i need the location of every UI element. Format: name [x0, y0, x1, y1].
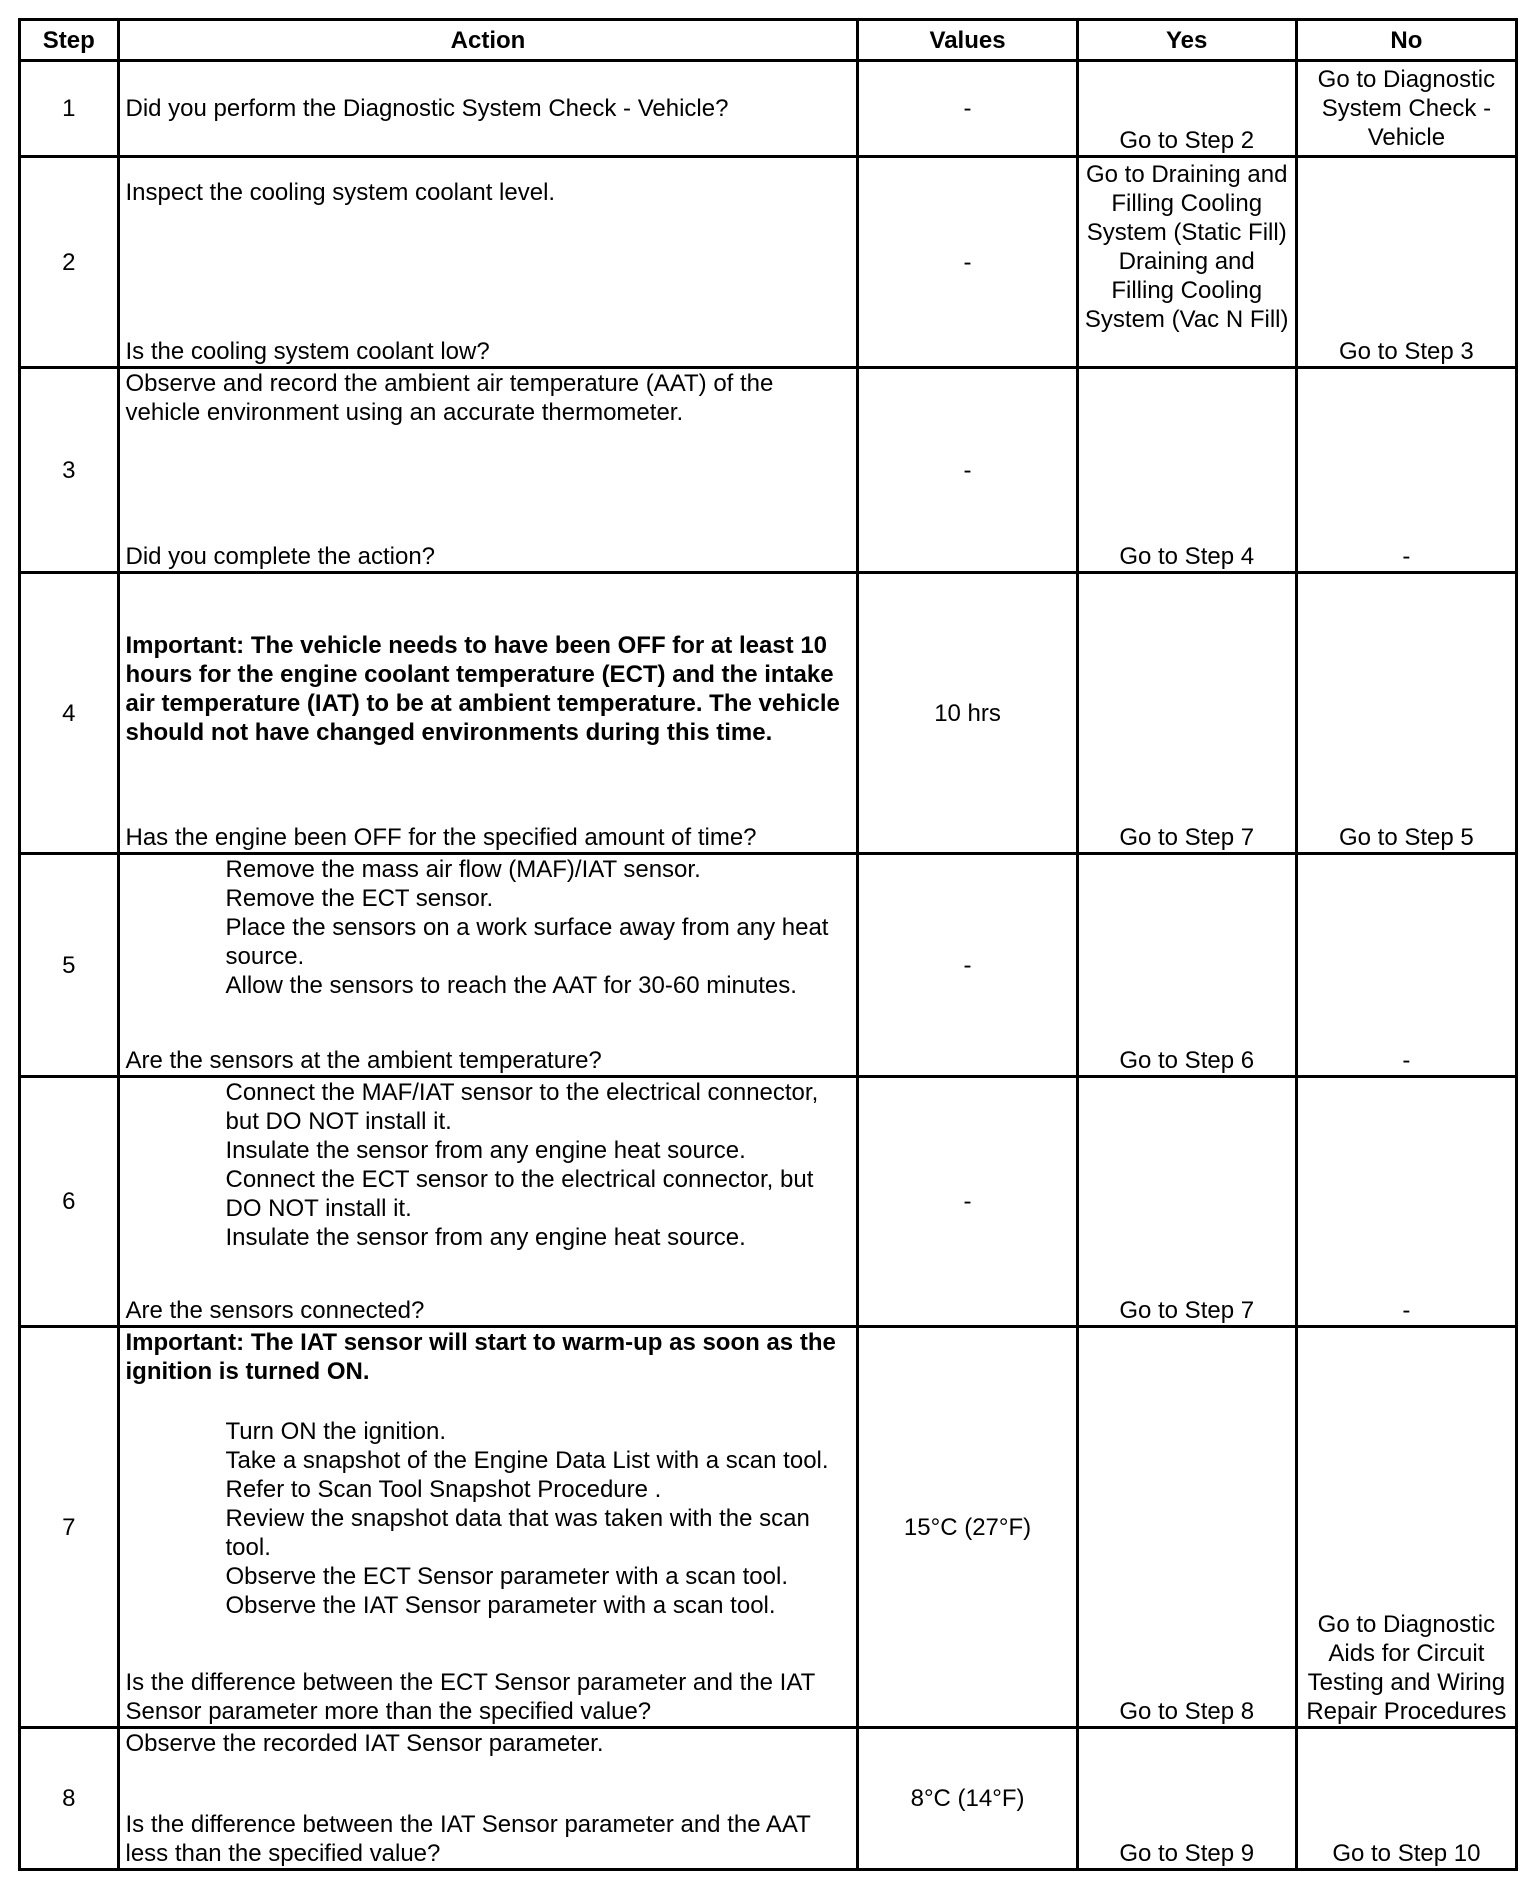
- step-number: 4: [21, 574, 117, 852]
- table-row: [21, 1078, 1515, 1325]
- action-intro: Inspect the cooling system coolant level.: [125, 179, 556, 206]
- value-cell: 10 hrs: [859, 574, 1075, 852]
- table-row: [21, 158, 1515, 366]
- action-list: [126, 1078, 851, 1252]
- no-cell: Go to Step 5: [1298, 574, 1515, 852]
- table-row: [21, 1729, 1515, 1868]
- step-number: 2: [21, 158, 117, 366]
- no-cell: -: [1298, 369, 1515, 571]
- no-cell: -: [1298, 1078, 1515, 1325]
- list-item: Observe the ECT Sensor parameter with a scan tool.: [225, 1563, 788, 1590]
- list-item: Connect the MAF/IAT sensor to the electrical connector, but DO NOT install it.: [225, 1079, 819, 1135]
- header-row: [21, 21, 1515, 59]
- action-intro: Observe the recorded IAT Sensor parameter.: [125, 1730, 604, 1757]
- no-cell: Go to Step 10: [1298, 1729, 1515, 1868]
- table-row: [21, 855, 1515, 1075]
- yes-cell: Go to Step 2: [1079, 62, 1295, 155]
- list-item: Observe the IAT Sensor parameter with a scan tool.: [225, 1592, 776, 1619]
- value-cell: -: [859, 1078, 1075, 1325]
- action-question: Did you complete the action?: [125, 543, 436, 570]
- action-question: Is the cooling system coolant low?: [125, 338, 490, 365]
- action-cell: [120, 574, 857, 852]
- yes-cell: Go to Draining and Filling Cooling System (Static Fill) Draining and Filling Cooling System (Vac N Fill): [1079, 158, 1295, 366]
- list-item: Place the sensors on a work surface away from any heat source.: [225, 914, 829, 970]
- yes-cell: Go to Step 7: [1079, 574, 1295, 852]
- value-cell: -: [859, 369, 1075, 571]
- action-cell: [120, 1078, 857, 1325]
- no-cell: -: [1298, 855, 1515, 1075]
- action-intro: Observe and record the ambient air temperature (AAT) of the vehicle environment using an accurate thermometer.: [125, 370, 774, 426]
- list-item: Allow the sensors to reach the AAT for 30-60 minutes.: [225, 972, 797, 999]
- no-cell: Go to Step 3: [1298, 158, 1515, 366]
- header-no: No: [1298, 21, 1515, 59]
- action-cell: [120, 855, 857, 1075]
- table-row: [21, 62, 1515, 155]
- value-cell: -: [859, 158, 1075, 366]
- value-cell: 8°C (14°F): [859, 1729, 1075, 1868]
- list-item: Take a snapshot of the Engine Data List with a scan tool. Refer to Scan Tool Snapshot Procedure .: [225, 1447, 829, 1503]
- action-cell: [120, 369, 857, 571]
- list-item: Review the snapshot data that was taken with the scan tool.: [225, 1505, 810, 1561]
- action-question: Is the difference between the ECT Sensor parameter and the IAT Sensor parameter more than the specified value?: [125, 1669, 815, 1725]
- list-item: Turn ON the ignition.: [225, 1418, 447, 1445]
- value-cell: -: [859, 62, 1075, 155]
- action-cell: [120, 62, 857, 155]
- step-number: 3: [21, 369, 117, 571]
- no-cell: Go to Diagnostic System Check - Vehicle: [1298, 62, 1515, 155]
- step-number: 8: [21, 1729, 117, 1868]
- no-cell: Go to Diagnostic Aids for Circuit Testing and Wiring Repair Procedures: [1298, 1328, 1515, 1726]
- action-question: Are the sensors connected?: [125, 1297, 425, 1324]
- table-row: [21, 574, 1515, 852]
- header-values: Values: [859, 21, 1075, 59]
- action-list: [126, 1386, 851, 1620]
- action-cell: [120, 1328, 857, 1726]
- important-note: Important: The IAT sensor will start to warm-up as soon as the ignition is turned ON.: [125, 1329, 836, 1385]
- list-item: Insulate the sensor from any engine heat source.: [225, 1137, 746, 1164]
- header-yes: Yes: [1079, 21, 1295, 59]
- yes-cell: Go to Step 6: [1079, 855, 1295, 1075]
- action-question: Has the engine been OFF for the specified amount of time?: [125, 824, 757, 851]
- diagnostic-table: [18, 18, 1518, 1871]
- action-question: Are the sensors at the ambient temperature?: [125, 1047, 602, 1074]
- step-number: 5: [21, 855, 117, 1075]
- action-question: Did you perform the Diagnostic System Check - Vehicle?: [125, 95, 729, 122]
- header-step: Step: [21, 21, 117, 59]
- table-row: [21, 1328, 1515, 1726]
- action-cell: [120, 158, 857, 366]
- list-item: Connect the ECT sensor to the electrical connector, but DO NOT install it.: [225, 1166, 814, 1222]
- list-item: Remove the mass air flow (MAF)/IAT sensor.: [225, 856, 701, 883]
- header-action: Action: [120, 21, 857, 59]
- step-number: 1: [21, 62, 117, 155]
- action-cell: [120, 1729, 857, 1868]
- table-row: [21, 369, 1515, 571]
- list-item: Remove the ECT sensor.: [225, 885, 494, 912]
- action-question: Is the difference between the IAT Sensor parameter and the AAT less than the specified value?: [125, 1811, 811, 1867]
- step-number: 7: [21, 1328, 117, 1726]
- list-item: Insulate the sensor from any engine heat source.: [225, 1224, 746, 1251]
- yes-cell: Go to Step 8: [1079, 1328, 1295, 1726]
- yes-cell: Go to Step 7: [1079, 1078, 1295, 1325]
- yes-cell: Go to Step 4: [1079, 369, 1295, 571]
- value-cell: -: [859, 855, 1075, 1075]
- important-note: Important: The vehicle needs to have been OFF for at least 10 hours for the engine coolant temperature (ECT) and the intake air temperature (IAT) to be at ambient temperature. The vehicle should not have changed environments during this time.: [125, 632, 840, 746]
- yes-cell: Go to Step 9: [1079, 1729, 1295, 1868]
- action-list: [126, 855, 851, 1000]
- step-number: 6: [21, 1078, 117, 1325]
- value-cell: 15°C (27°F): [859, 1328, 1075, 1726]
